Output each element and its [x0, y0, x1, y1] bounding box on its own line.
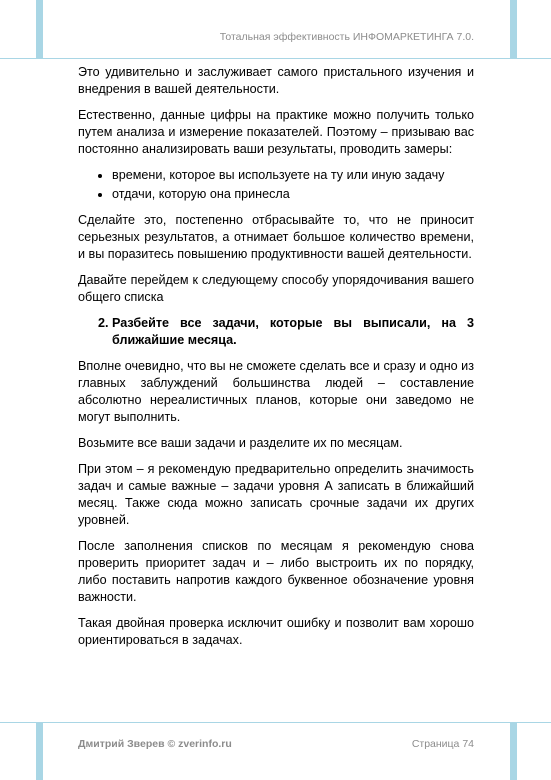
paragraph: Вполне очевидно, что вы не сможете сделать все и сразу и одно из главных заблуждений большинства людей – составление абсолютно нереалистичных планов, которые они заведомо не могут выполнить. — [78, 359, 474, 424]
top-right-margin-bar — [510, 0, 517, 58]
bottom-left-margin-bar — [36, 722, 43, 780]
paragraph: Давайте перейдем к следующему способу упорядочивания вашего общего списка — [78, 273, 474, 304]
paragraph: Возьмите все ваши задачи и разделите их по месяцам. — [78, 436, 403, 450]
page-header: Тотальная эффективность ИНФОМАРКЕТИНГА 7.0. — [219, 31, 474, 43]
paragraph: Сделайте это, постепенно отбрасывайте то, что не приносит серьезных результатов, а отнимает большое количество времени, и вы поразитесь повышению продуктивности вашей деятельности. — [78, 213, 474, 261]
page-number: Страница 74 — [411, 738, 474, 750]
list-item: • времени, которое вы используете на ту или иную задачу — [112, 167, 474, 184]
numbered-list — [78, 315, 474, 349]
page-body — [78, 64, 474, 658]
paragraph: При этом – я рекомендую предварительно определить значимость задач и самые важные – задачи уровня А записать в ближайший месяц. Также сюда можно записать срочные задачи их других уровней. — [78, 462, 474, 527]
header-divider — [0, 58, 551, 59]
list-item: • отдачи, которую она принесла — [112, 186, 474, 203]
bottom-right-margin-bar — [510, 722, 517, 780]
paragraph: Естественно, данные цифры на практике можно получить только путем анализа и измерение показателей. Поэтому – призываю вас постоянно анализировать ваши результаты, проводить замеры: — [78, 108, 474, 156]
numbered-item: 2. Разбейте все задачи, которые вы выписали, на 3 ближайшие месяца. — [112, 315, 474, 349]
top-left-margin-bar — [36, 0, 43, 58]
footer-author: Дмитрий Зверев © zverinfo.ru — [78, 738, 232, 750]
paragraph: После заполнения списков по месяцам я рекомендую снова проверить приоритет задач и – либо выстроить их по порядку, либо поставить напротив каждого буквенное обозначение уровня важности. — [78, 539, 474, 604]
bullet-list — [78, 167, 474, 203]
paragraph: Это удивительно и заслуживает самого пристального изучения и внедрения в вашей деятельности. — [78, 65, 474, 96]
footer-divider — [0, 722, 551, 723]
paragraph: Такая двойная проверка исключит ошибку и позволит вам хорошо ориентироваться в задачах. — [78, 616, 474, 647]
